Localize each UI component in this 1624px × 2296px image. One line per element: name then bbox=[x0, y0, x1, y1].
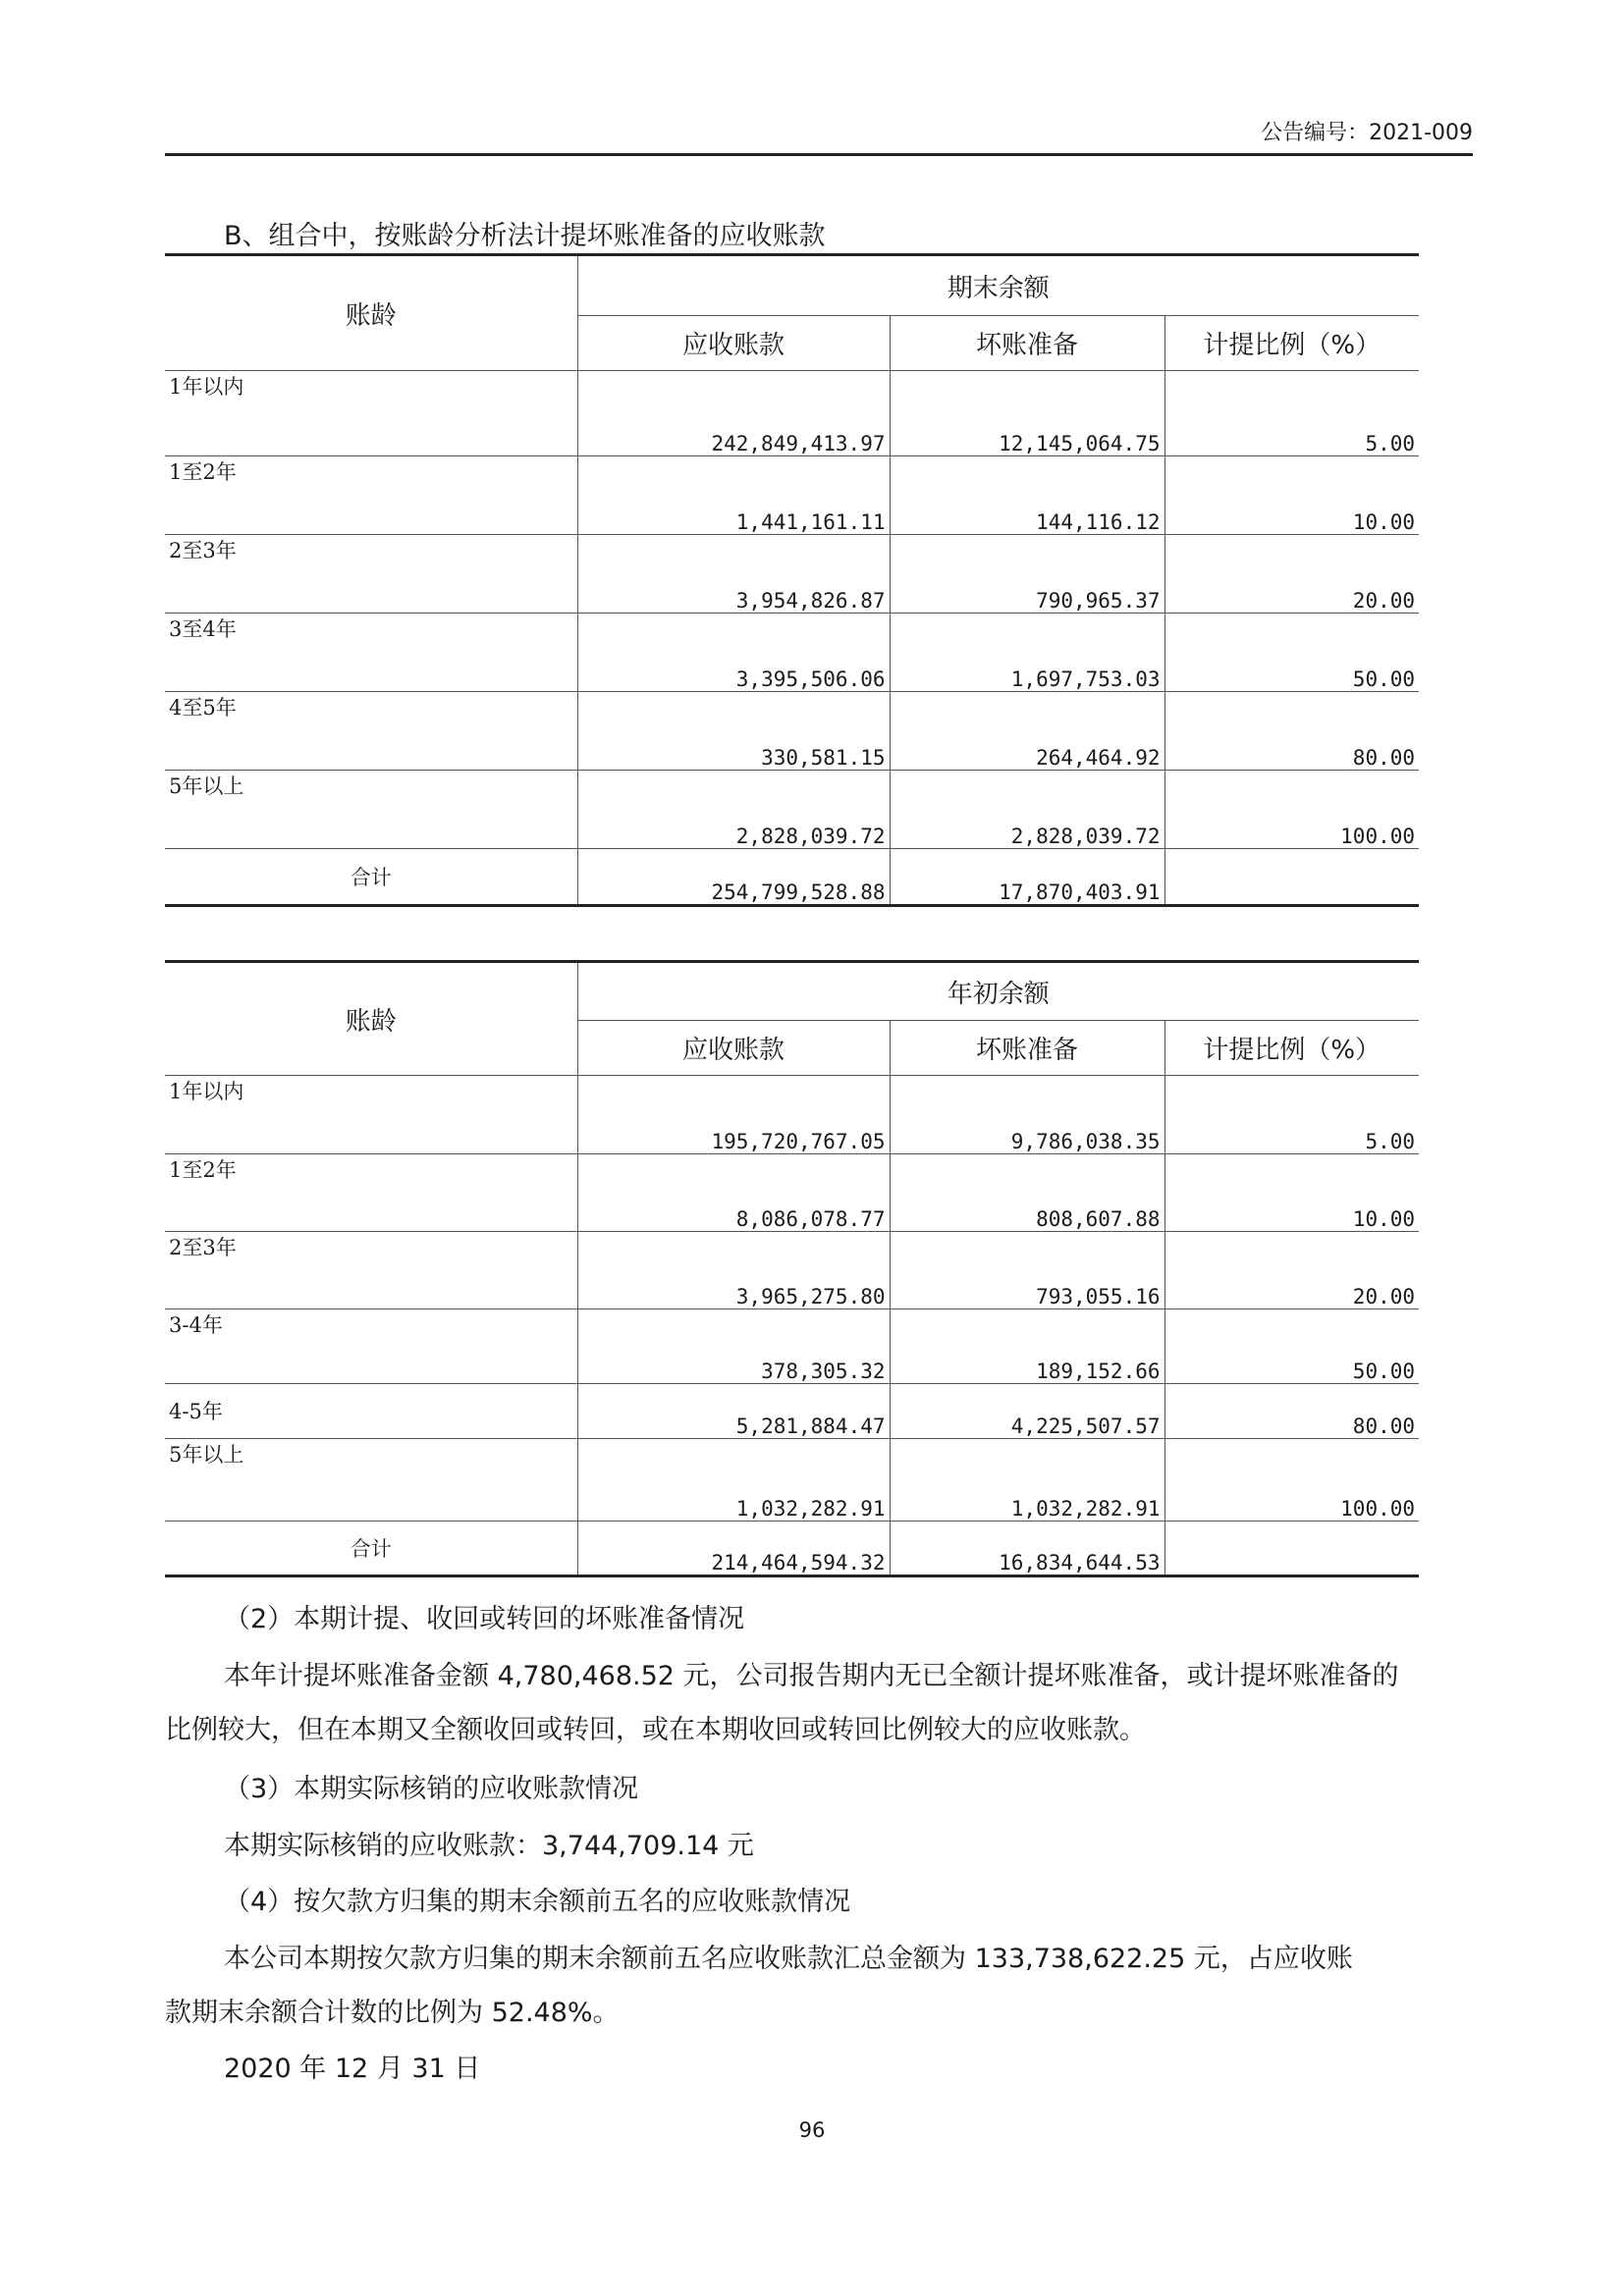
period-header: 年初余额 bbox=[577, 962, 1419, 1021]
ratio-value: 20.00 bbox=[1164, 535, 1419, 614]
col-header-receivable: 应收账款 bbox=[577, 316, 890, 371]
report-date: 2020 年 12 月 31 日 bbox=[224, 2054, 481, 2084]
age-label: 1至2年 bbox=[165, 456, 577, 535]
provision-value: 9,786,038.35 bbox=[890, 1076, 1164, 1154]
table-row bbox=[165, 1154, 1419, 1232]
age-label: 4-5年 bbox=[165, 1384, 577, 1439]
age-label: 4至5年 bbox=[165, 692, 577, 771]
announcement-number: 公告编号：2021-009 bbox=[1261, 121, 1473, 145]
ratio-value: 100.00 bbox=[1164, 771, 1419, 849]
table-row bbox=[165, 1384, 1419, 1439]
provision-value: 144,116.12 bbox=[890, 456, 1164, 535]
provision-value: 1,032,282.91 bbox=[890, 1439, 1164, 1522]
age-label: 1年以内 bbox=[165, 1076, 577, 1154]
age-label: 2至3年 bbox=[165, 1232, 577, 1309]
receivable-value: 3,954,826.87 bbox=[577, 535, 890, 614]
receivable-value: 242,849,413.97 bbox=[577, 371, 890, 456]
ratio-value: 10.00 bbox=[1164, 456, 1419, 535]
age-label: 5年以上 bbox=[165, 771, 577, 849]
age-label: 3至4年 bbox=[165, 614, 577, 692]
receivable-value: 1,032,282.91 bbox=[577, 1439, 890, 1522]
ratio-value: 50.00 bbox=[1164, 1309, 1419, 1384]
table-row bbox=[165, 371, 1419, 456]
col-header-receivable: 应收账款 bbox=[577, 1021, 890, 1076]
provision-value: 12,145,064.75 bbox=[890, 371, 1164, 456]
ratio-value: 80.00 bbox=[1164, 692, 1419, 771]
table-row bbox=[165, 456, 1419, 535]
provision-value: 793,055.16 bbox=[890, 1232, 1164, 1309]
paragraph-4-line-1: 本公司本期按欠款方归集的期末余额前五名应收账款汇总金额为 133,738,622.25 元，占应收账 bbox=[224, 1944, 1353, 1974]
provision-value: 264,464.92 bbox=[890, 692, 1164, 771]
table-row bbox=[165, 1232, 1419, 1309]
col-header-age: 账龄 bbox=[165, 962, 577, 1076]
ratio-value: 50.00 bbox=[1164, 614, 1419, 692]
ratio-value: 100.00 bbox=[1164, 1439, 1419, 1522]
table-row bbox=[165, 692, 1419, 771]
receivable-value: 330,581.15 bbox=[577, 692, 890, 771]
receivable-value: 378,305.32 bbox=[577, 1309, 890, 1384]
paragraph-4-line-2: 款期末余额合计数的比例为 52.48%。 bbox=[165, 1998, 620, 2028]
age-label: 5年以上 bbox=[165, 1439, 577, 1522]
col-header-ratio: 计提比例（%） bbox=[1164, 1021, 1419, 1076]
paragraph-4 bbox=[165, 1932, 1473, 2040]
paragraph-3: 本期实际核销的应收账款：3,744,709.14 元 bbox=[224, 1831, 754, 1861]
page-number: 96 bbox=[798, 2118, 826, 2142]
col-header-ratio: 计提比例（%） bbox=[1164, 316, 1419, 371]
table-row bbox=[165, 1439, 1419, 1522]
age-label: 3-4年 bbox=[165, 1309, 577, 1384]
ratio-value: 5.00 bbox=[1164, 371, 1419, 456]
col-header-provision: 坏账准备 bbox=[890, 1021, 1164, 1076]
receivable-value: 3,395,506.06 bbox=[577, 614, 890, 692]
total-label: 合计 bbox=[165, 1522, 577, 1576]
paragraph-2 bbox=[165, 1649, 1473, 1757]
ratio-value: 80.00 bbox=[1164, 1384, 1419, 1439]
ratio-value: 20.00 bbox=[1164, 1232, 1419, 1309]
receivable-value: 8,086,078.77 bbox=[577, 1154, 890, 1232]
table-row bbox=[165, 1076, 1419, 1154]
total-row bbox=[165, 1522, 1419, 1576]
total-receivable: 214,464,594.32 bbox=[577, 1522, 890, 1576]
receivable-value: 5,281,884.47 bbox=[577, 1384, 890, 1439]
age-label: 2至3年 bbox=[165, 535, 577, 614]
provision-value: 2,828,039.72 bbox=[890, 771, 1164, 849]
table-row bbox=[165, 535, 1419, 614]
paragraph-2-line-2: 比例较大，但在本期又全额收回或转回，或在本期收回或转回比例较大的应收账款。 bbox=[165, 1715, 1146, 1745]
table-row bbox=[165, 1309, 1419, 1384]
aging-table-beginning-of-year bbox=[165, 960, 1419, 1577]
total-label: 合计 bbox=[165, 849, 577, 906]
table-row bbox=[165, 614, 1419, 692]
total-ratio bbox=[1164, 1522, 1419, 1576]
receivable-value: 2,828,039.72 bbox=[577, 771, 890, 849]
period-header: 期末余额 bbox=[577, 255, 1419, 316]
heading-4: （4）按欠款方归集的期末余额前五名的应收账款情况 bbox=[224, 1887, 851, 1917]
page-header bbox=[165, 116, 1473, 156]
col-header-provision: 坏账准备 bbox=[890, 316, 1164, 371]
col-header-age: 账龄 bbox=[165, 255, 577, 371]
paragraph-2-line-1: 本年计提坏账准备金额 4,780,468.52 元，公司报告期内无已全额计提坏账准备，或计提坏账准备的 bbox=[224, 1661, 1399, 1691]
age-label: 1至2年 bbox=[165, 1154, 577, 1232]
age-label: 1年以内 bbox=[165, 371, 577, 456]
receivable-value: 3,965,275.80 bbox=[577, 1232, 890, 1309]
provision-value: 1,697,753.03 bbox=[890, 614, 1164, 692]
receivable-value: 1,441,161.11 bbox=[577, 456, 890, 535]
heading-3: （3）本期实际核销的应收账款情况 bbox=[224, 1774, 639, 1804]
total-row bbox=[165, 849, 1419, 906]
provision-value: 189,152.66 bbox=[890, 1309, 1164, 1384]
receivable-value: 195,720,767.05 bbox=[577, 1076, 890, 1154]
total-ratio bbox=[1164, 849, 1419, 906]
provision-value: 4,225,507.57 bbox=[890, 1384, 1164, 1439]
heading-2: （2）本期计提、收回或转回的坏账准备情况 bbox=[224, 1604, 745, 1634]
total-provision: 16,834,644.53 bbox=[890, 1522, 1164, 1576]
total-provision: 17,870,403.91 bbox=[890, 849, 1164, 906]
table-row bbox=[165, 771, 1419, 849]
provision-value: 790,965.37 bbox=[890, 535, 1164, 614]
ratio-value: 5.00 bbox=[1164, 1076, 1419, 1154]
aging-table-end-of-period bbox=[165, 253, 1419, 907]
ratio-value: 10.00 bbox=[1164, 1154, 1419, 1232]
section-title: B、组合中，按账龄分析法计提坏账准备的应收账款 bbox=[224, 221, 826, 251]
total-receivable: 254,799,528.88 bbox=[577, 849, 890, 906]
provision-value: 808,607.88 bbox=[890, 1154, 1164, 1232]
